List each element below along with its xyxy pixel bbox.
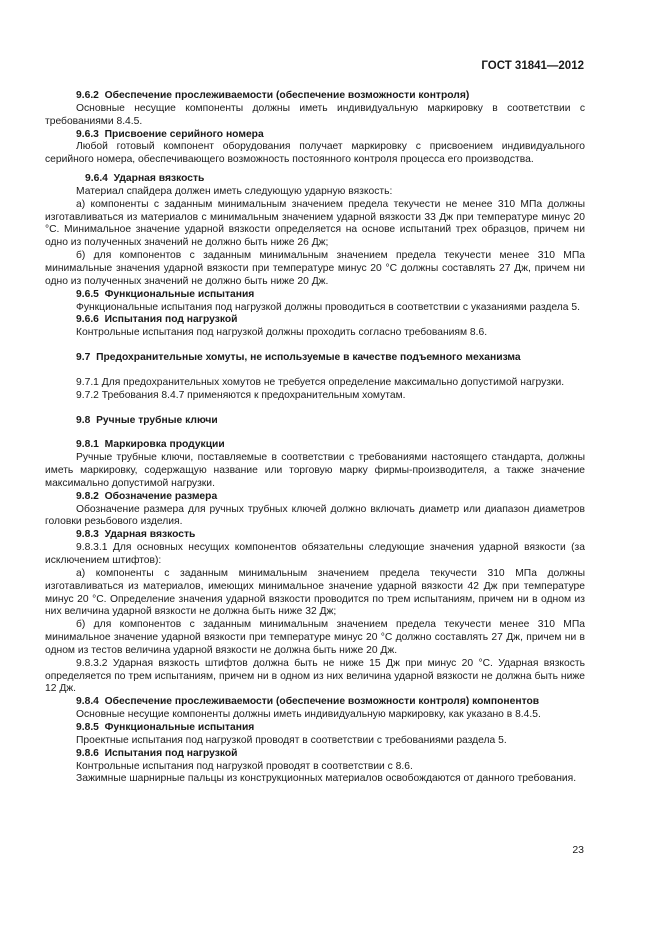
- section-heading-9-8: 9.8 Ручные трубные ключи: [76, 414, 218, 426]
- paragraph: Основные несущие компоненты должны иметь индивидуальную маркировку в соответствии с требованиями 8.4.5.: [45, 102, 585, 127]
- paragraph: Материал спайдера должен иметь следующую ударную вязкость:: [76, 185, 393, 197]
- paragraph: Функциональные испытания под нагрузкой должны проводиться в соответствии с указаниями раздела 5.: [76, 301, 580, 313]
- section-heading-9-8-1: 9.8.1 Маркировка продукции: [76, 439, 225, 451]
- section-heading-9-7: 9.7 Предохранительные хомуты, не используемые в качестве подъемного механизма: [76, 352, 521, 364]
- section-heading-9-8-4: 9.8.4 Обеспечение прослеживаемости (обеспечение возможности контроля) компонентов: [76, 696, 540, 708]
- paragraph: 9.8.3.1 Для основных несущих компонентов обязательны следующие значения ударной вязкости (за исключением штифтов):: [45, 542, 585, 566]
- section-heading-9-8-5: 9.8.5 Функциональные испытания: [76, 721, 255, 733]
- document-code: ГОСТ 31841—2012: [481, 60, 584, 72]
- paragraph: Обозначение размера для ручных трубных ключей должно включать диаметр или диапазон диаметров головки резьбового изделия.: [45, 503, 585, 528]
- paragraph: Зажимные шарнирные пальцы из конструкционных материалов освобождаются от данного требования.: [76, 773, 577, 785]
- section-heading-9-8-6: 9.8.6 Испытания под нагрузкой: [76, 747, 238, 759]
- list-item: б) для компонентов с заданным минимальным значением предела текучести менее 310 МПа минимальные значения ударной вязкости при температуре минус 20 °С должны составлять 27 Дж, причем ни одно из полученных значений не должно быть ниже 20 Дж.: [45, 250, 585, 287]
- list-item: а) компоненты с заданным минимальным значением предела текучести не менее 310 МПа должны изготавливаться из материалов с минимальным значением ударной вязкости 33 Дж при температуре минус 20 °С. Минимальное значение ударной вязкости определяется на основе испытаний трех образцов, причем ни одно из полученных значений не должно быть ниже 26 Дж;: [45, 198, 585, 249]
- paragraph: Основные несущие компоненты должны иметь индивидуальную маркировку, как указано в 8.4.5.: [76, 709, 541, 721]
- page-number: 23: [572, 844, 584, 856]
- paragraph: 9.7.2 Требования 8.4.7 применяются к предохранительным хомутам.: [76, 389, 406, 401]
- paragraph: Контрольные испытания под нагрузкой проводят в соответствии с 8.6.: [76, 760, 413, 772]
- section-heading-9-8-2: 9.8.2 Обозначение размера: [76, 490, 218, 502]
- document-header: [481, 60, 584, 72]
- paragraph: Контрольные испытания под нагрузкой должны проходить согласно требованиям 8.6.: [76, 327, 488, 339]
- paragraph: 9.7.1 Для предохранительных хомутов не требуется определение максимально допустимой нагрузки.: [76, 376, 565, 388]
- paragraph: Любой готовый компонент оборудования получает маркировку с присвоением индивидуального серийного номера, обеспечивающего возможность постоянного контроля процесса его производства.: [45, 141, 585, 166]
- section-heading-9-6-4: 9.6.4 Ударная вязкость: [85, 173, 205, 185]
- paragraph: 9.8.3.2 Ударная вязкость штифтов должна быть не ниже 15 Дж при минус 20 °С. Ударная вязкость определяется по трем испытаниям, причем ни в одном из них величина ударной вязкости не должна быть ниже 12 Дж.: [45, 657, 585, 695]
- paragraph: Ручные трубные ключи, поставляемые в соответствии с требованиями настоящего стандарта, должны иметь маркировку, содержащую название или торговую марку фирмы-производителя, а также значение максимально допустимой нагрузки.: [45, 452, 585, 489]
- paragraph: Проектные испытания под нагрузкой проводят в соответствии с требованиями раздела 5.: [76, 734, 507, 746]
- document-body: [45, 90, 585, 786]
- section-heading-9-6-3: 9.6.3 Присвоение серийного номера: [76, 128, 264, 140]
- section-heading-9-6-6: 9.6.6 Испытания под нагрузкой: [76, 314, 238, 326]
- section-heading-9-8-3: 9.8.3 Ударная вязкость: [76, 529, 196, 541]
- section-heading-9-6-2: 9.6.2 Обеспечение прослеживаемости (обеспечение возможности контроля): [76, 90, 470, 101]
- list-item: а) компоненты с заданным минимальным значением предела текучести 310 МПа должны изготавливаться из материалов, имеющих минимальное значение ударной вязкости 42 Дж при температуре минус 20 °С. Определение значения ударной вязкости проводится по трем испытаниям, причем ни в одном из них величина ударной вязкости не должна быть ниже 32 Дж;: [45, 567, 585, 618]
- section-heading-9-6-5: 9.6.5 Функциональные испытания: [76, 288, 255, 300]
- list-item: б) для компонентов с заданным минимальным значением предела текучести менее 310 МПа минимальное значение ударной вязкости при температуре минус 20 °С должно составлять 27 Дж, причем ни в одном из тестов величина ударной вязкости не должна быть ниже 20 Дж.: [45, 619, 585, 656]
